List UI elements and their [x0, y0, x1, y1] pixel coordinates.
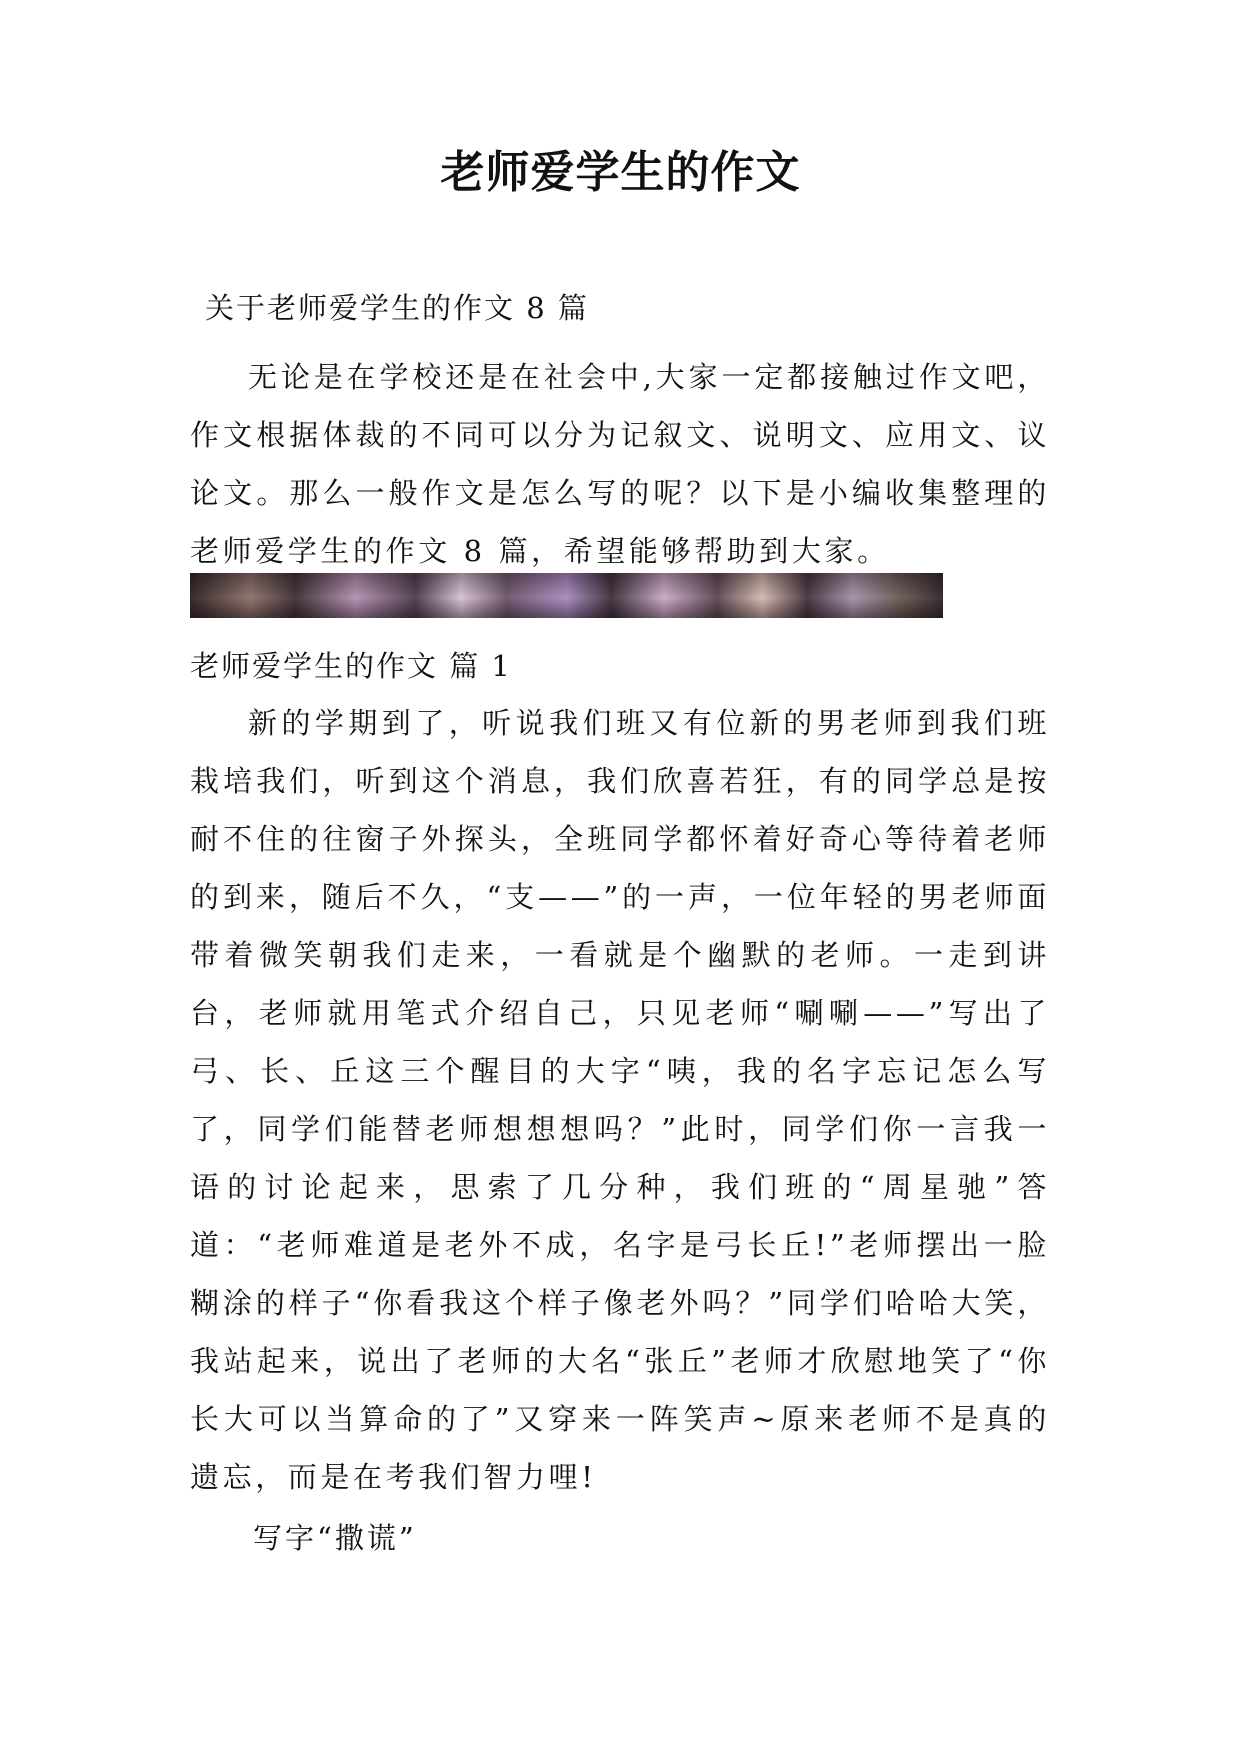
subheading-line: 写字“撒谎” — [253, 1521, 417, 1555]
photo-image-strip — [190, 573, 943, 618]
document-subtitle: 关于老师爱学生的作文 8 篇 — [205, 291, 589, 325]
section-heading: 老师爱学生的作文 篇 1 — [190, 649, 512, 683]
body-paragraph: 新的学期到了，听说我们班又有位新的男老师到我们班栽培我们，听到这个消息，我们欣喜若狂，有的同学总是按耐不住的往窗子外探头，全班同学都怀着好奇心等待着老师的到来，随后不久，“支——”的一声，一位年轻的男老师面带着微笑朝我们走来，一看就是个幽默的老师。一走到讲台，老师就用笔式介绍自己，只见老师“唰唰——”写出了弓、长、丘这三个醒目的大字“咦，我的名字忘记怎么写了，同学们能替老师想想想吗？”此时，同学们你一言我一语的讨论起来，思索了几分种，我们班的“周星驰”答道：“老师难道是老外不成，名字是弓长丘!”老师摆出一脸糊涂的样子“你看我这个样子像老外吗？”同学们哈哈大笑，我站起来，说出了老师的大名“张丘”老师才欣慰地笑了“你长大可以当算命的了”又穿来一阵笑声~原来老师不是真的遗忘，而是在考我们智力哩! — [190, 706, 1050, 1494]
intro-block — [190, 348, 1050, 580]
section-body — [190, 694, 1050, 1506]
intro-paragraph: 无论是在学校还是在社会中,大家一定都接触过作文吧，作文根据体裁的不同可以分为记叙文、说明文、应用文、议论文。那么一般作文是怎么写的呢？以下是小编收集整理的老师爱学生的作文 8 篇，希望能够帮助到大家。 — [190, 360, 1050, 568]
document-title: 老师爱学生的作文 — [440, 147, 801, 198]
